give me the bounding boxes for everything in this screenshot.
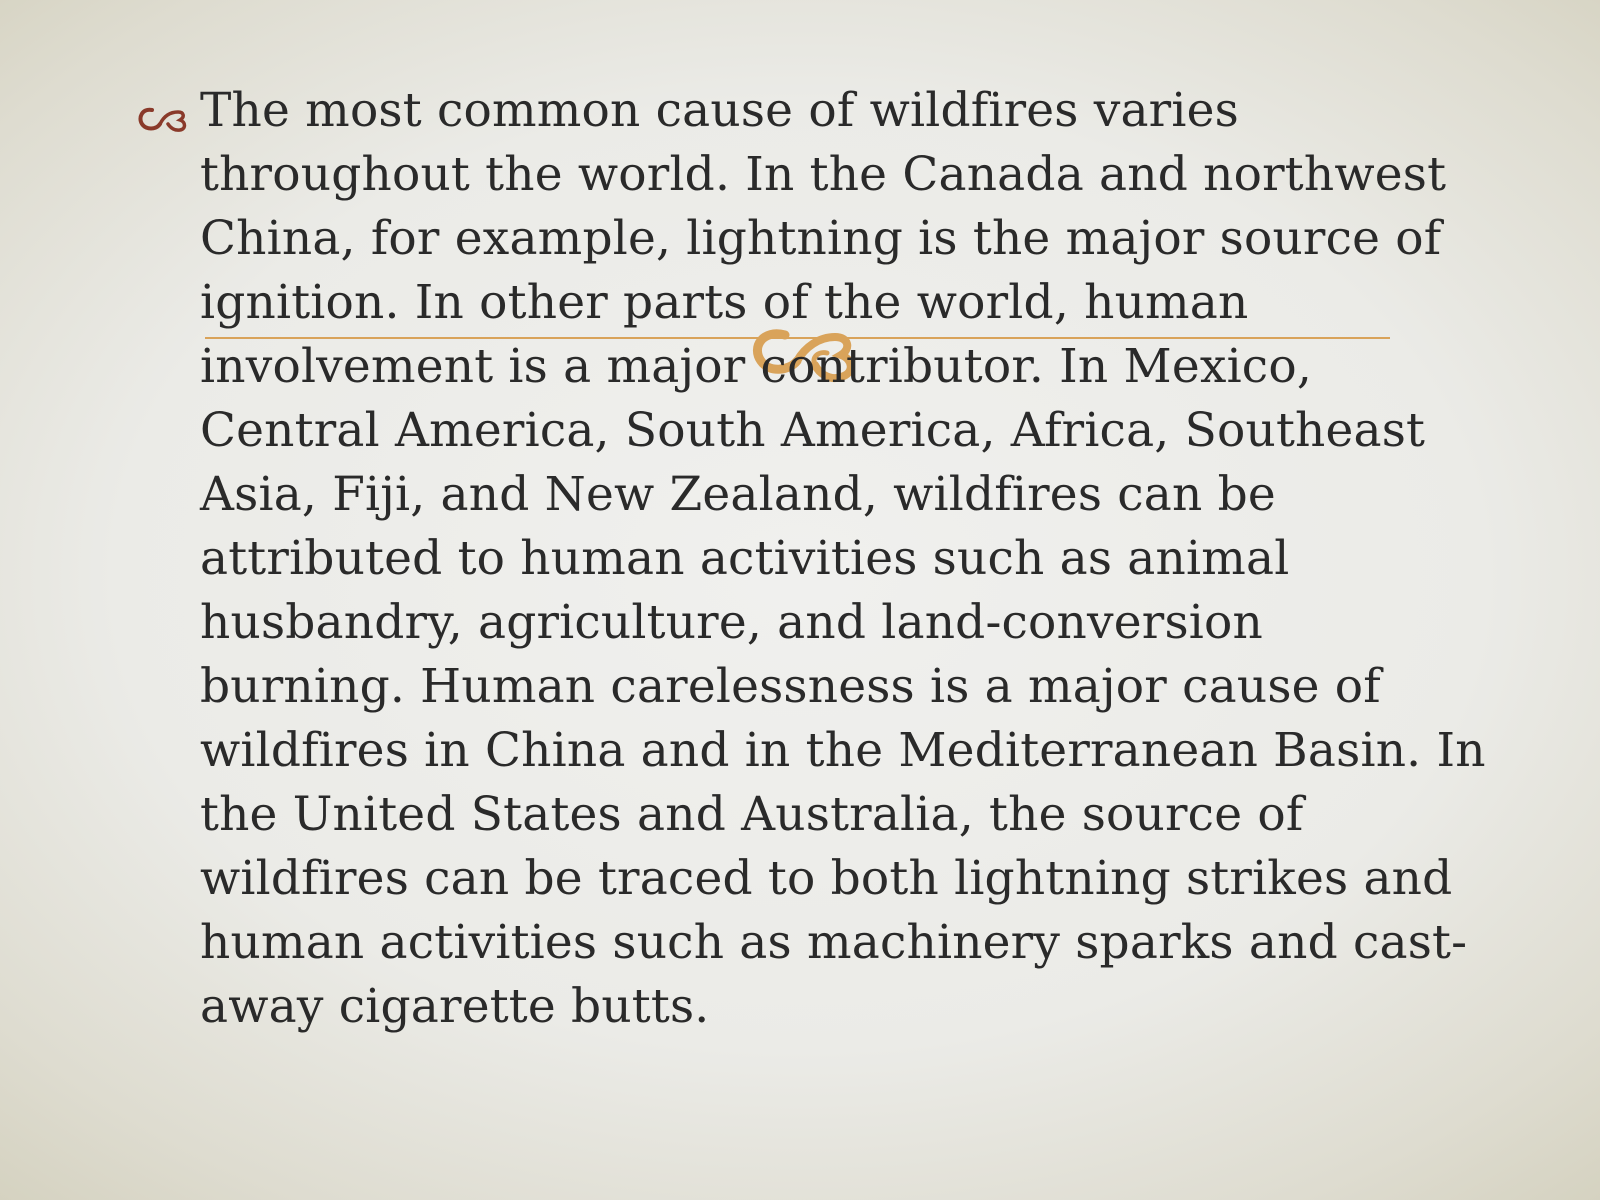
- paragraph-line: burning. Human carelessness is a major cause of: [200, 659, 1381, 714]
- paragraph-line: wildfires can be traced to both lightning strikes and: [200, 851, 1453, 906]
- paragraph-line: Asia, Fiji, and New Zealand, wildfires can be: [200, 467, 1276, 522]
- paragraph-line: involvement is a major contributor. In Mexico,: [200, 339, 1312, 394]
- paragraph-line: husbandry, agriculture, and land-conversion: [200, 595, 1263, 650]
- paragraph-line: China, for example, lightning is the major source of: [200, 211, 1442, 266]
- paragraph-line: away cigarette butts.: [200, 979, 710, 1034]
- flourish-bullet-icon: [136, 100, 188, 134]
- paragraph-line: the United States and Australia, the source of: [200, 787, 1304, 842]
- bullet-paragraph: [200, 79, 1500, 1039]
- paragraph-line: The most common cause of wildfires varies: [200, 83, 1239, 138]
- paragraph-line: Central America, South America, Africa, Southeast: [200, 403, 1426, 458]
- paragraph-line: attributed to human activities such as animal: [200, 531, 1290, 586]
- paragraph-line: ignition. In other parts of the world, human: [200, 275, 1249, 330]
- paragraph-line: wildfires in China and in the Mediterranean Basin. In: [200, 723, 1486, 778]
- paragraph-line: human activities such as machinery sparks and cast-: [200, 915, 1468, 970]
- paragraph-line: throughout the world. In the Canada and northwest: [200, 147, 1447, 202]
